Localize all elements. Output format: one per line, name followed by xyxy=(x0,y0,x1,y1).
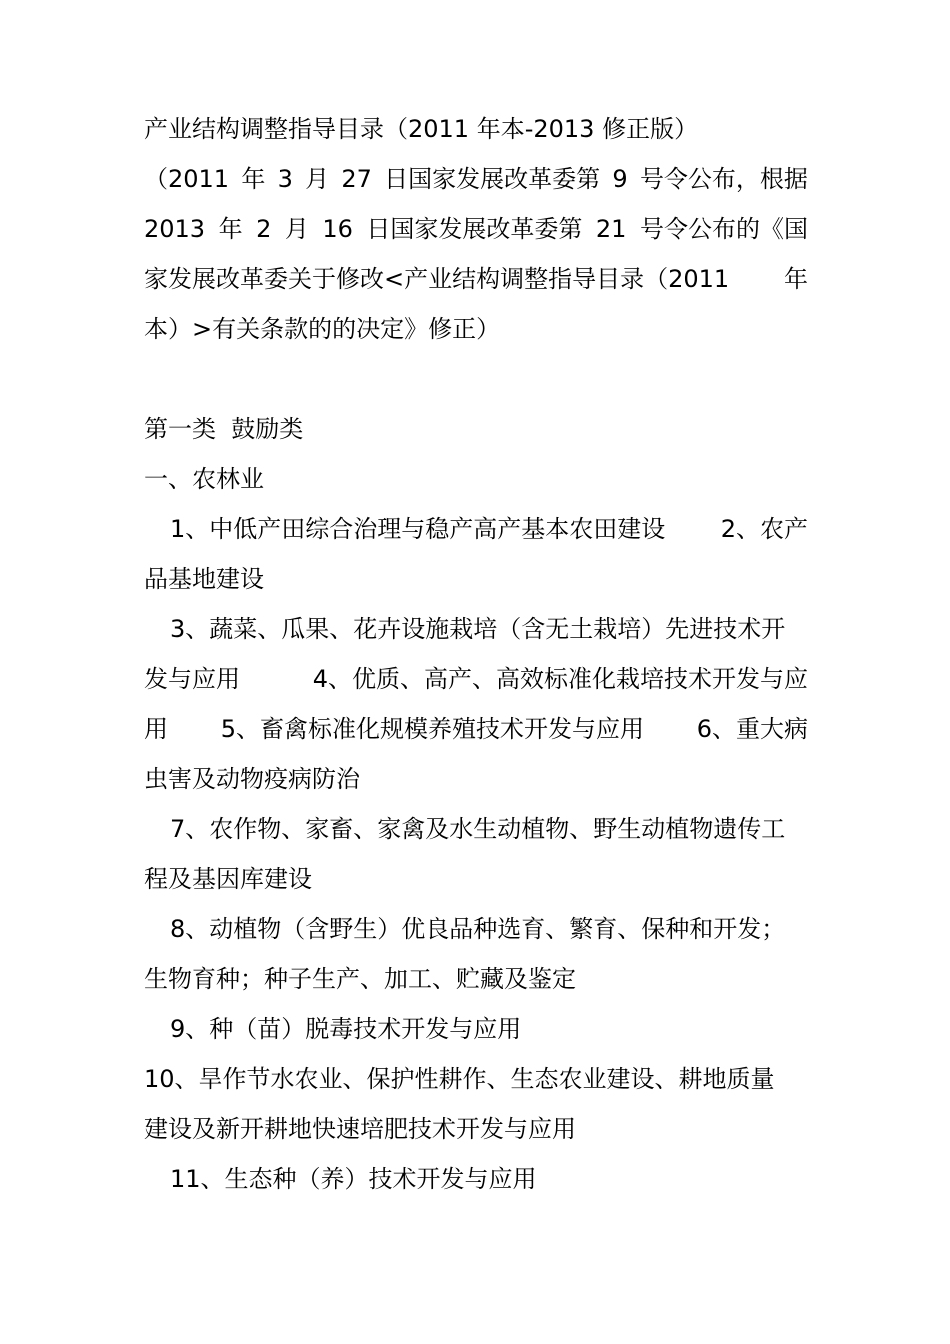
preface-word: 年 xyxy=(218,215,243,243)
item-line: 11、生态种（养）技术开发与应用 xyxy=(170,1165,537,1193)
preface-line-4: 本）>有关条款的的决定》修正） xyxy=(144,315,501,343)
preface-word: 27 xyxy=(341,165,372,193)
preface-line-1 xyxy=(144,154,808,204)
item-text: 2、农产 xyxy=(720,515,808,543)
item-line xyxy=(144,654,808,704)
item-line xyxy=(144,704,808,754)
item-line: 3、蔬菜、瓜果、花卉设施栽培（含无土栽培）先进技术开 xyxy=(170,615,786,643)
item-text: 6、重大病 xyxy=(696,715,808,743)
section-heading: 一、农林业 xyxy=(144,465,264,493)
preface-word: 家发展改革委关于修改<产业结构调整指导目录（2011 xyxy=(144,265,730,293)
preface-word: 16 xyxy=(322,215,353,243)
preface-word: 月 xyxy=(284,215,309,243)
item-line: 10、旱作节水农业、保护性耕作、生态农业建设、耕地质量 xyxy=(144,1065,775,1093)
item-line: 程及基因库建设 xyxy=(144,865,312,893)
preface-line-2 xyxy=(144,204,808,254)
item-line: 虫害及动物疫病防治 xyxy=(144,765,360,793)
preface-word: 月 xyxy=(305,165,330,193)
preface-word: 日国家发展改革委第 xyxy=(384,165,601,193)
preface-word: 3 xyxy=(277,165,293,193)
item-line: 9、种（苗）脱毒技术开发与应用 xyxy=(170,1015,522,1043)
preface-word: 21 xyxy=(595,215,627,243)
item-text: 1、中低产田综合治理与稳产高产基本农田建设 xyxy=(170,515,666,543)
item-line: 品基地建设 xyxy=(144,565,264,593)
preface-word: 年 xyxy=(241,165,266,193)
document-title: 产业结构调整指导目录（2011 年本-2013 修正版） xyxy=(144,115,699,143)
item-line: 8、动植物（含野生）优良品种选育、繁育、保种和开发； xyxy=(170,915,786,943)
preface-word: 2013 xyxy=(144,215,206,243)
item-text: 发与应用 xyxy=(144,665,240,693)
blank-line xyxy=(144,354,808,404)
preface-word: 日国家发展改革委第 xyxy=(366,215,583,243)
item-text: 用 xyxy=(144,715,168,743)
preface-word: （2011 xyxy=(144,165,230,193)
item-line: 7、农作物、家畜、家禽及水生动植物、野生动植物遗传工 xyxy=(170,815,786,843)
category-heading: 第一类 鼓励类 xyxy=(144,415,304,443)
item-line: 建设及新开耕地快速培肥技术开发与应用 xyxy=(144,1115,576,1143)
item-line xyxy=(144,504,808,554)
preface-word: 2 xyxy=(256,215,272,243)
preface-word: 号令公布的《国 xyxy=(639,215,808,243)
item-line: 生物育种；种子生产、加工、贮藏及鉴定 xyxy=(144,965,576,993)
document-page xyxy=(144,104,808,1204)
preface-word: 号令公布，根据 xyxy=(639,165,808,193)
preface-line-3 xyxy=(144,254,808,304)
preface-word: 年 xyxy=(784,265,808,293)
item-text: 4、优质、高产、高效标准化栽培技术开发与应 xyxy=(312,665,808,693)
preface-word: 9 xyxy=(612,165,628,193)
item-text: 5、畜禽标准化规模养殖技术开发与应用 xyxy=(220,715,644,743)
